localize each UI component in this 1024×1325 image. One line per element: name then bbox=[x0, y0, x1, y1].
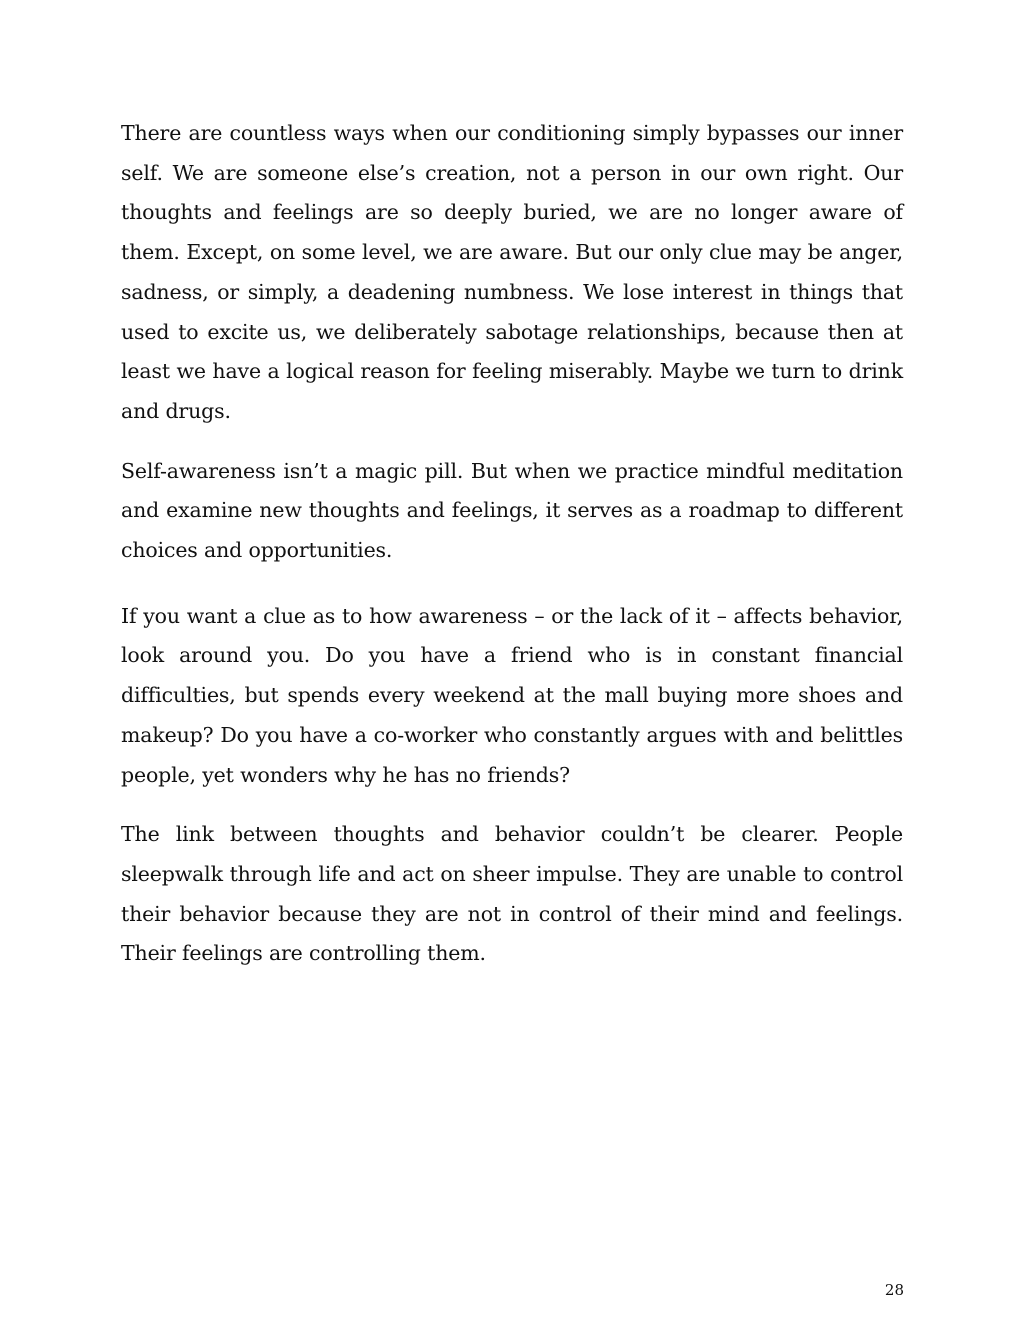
page-number: 28 bbox=[884, 1281, 904, 1299]
body-text bbox=[121, 114, 903, 974]
paragraph-3: If you want a clue as to how awareness – or the lack of it – affects behavior, look around you. Do you have a friend who is in constant financial difficulties, but spends every weekend at the mall buying more shoes and makeup? Do you have a co-worker who constantly argues with and belittles people, yet wonders why he has no friends? bbox=[121, 603, 903, 787]
paragraph-2: Self-awareness isn’t a magic pill. But when we practice mindful meditation and examine new thoughts and feelings, it serves as a roadmap to different choices and opportunities. bbox=[121, 458, 903, 563]
paragraph-4: The link between thoughts and behavior couldn’t be clearer. People sleepwalk through life and act on sheer impulse. They are unable to control their behavior because they are not in control of their mind and feelings. Their feelings are controlling them. bbox=[121, 822, 903, 966]
paragraph-1: There are countless ways when our conditioning simply bypasses our inner self. We are someone else’s creation, not a person in our own right. Our thoughts and feelings are so deeply buried, we are no longer aware of them. Except, on some level, we are aware. But our only clue may be anger, sadness, or simply, a deadening numbness. We lose interest in things that used to excite us, we deliberately sabotage relationships, because then at least we have a logical reason for feeling miserably. Maybe we turn to drink and drugs. bbox=[121, 121, 903, 423]
